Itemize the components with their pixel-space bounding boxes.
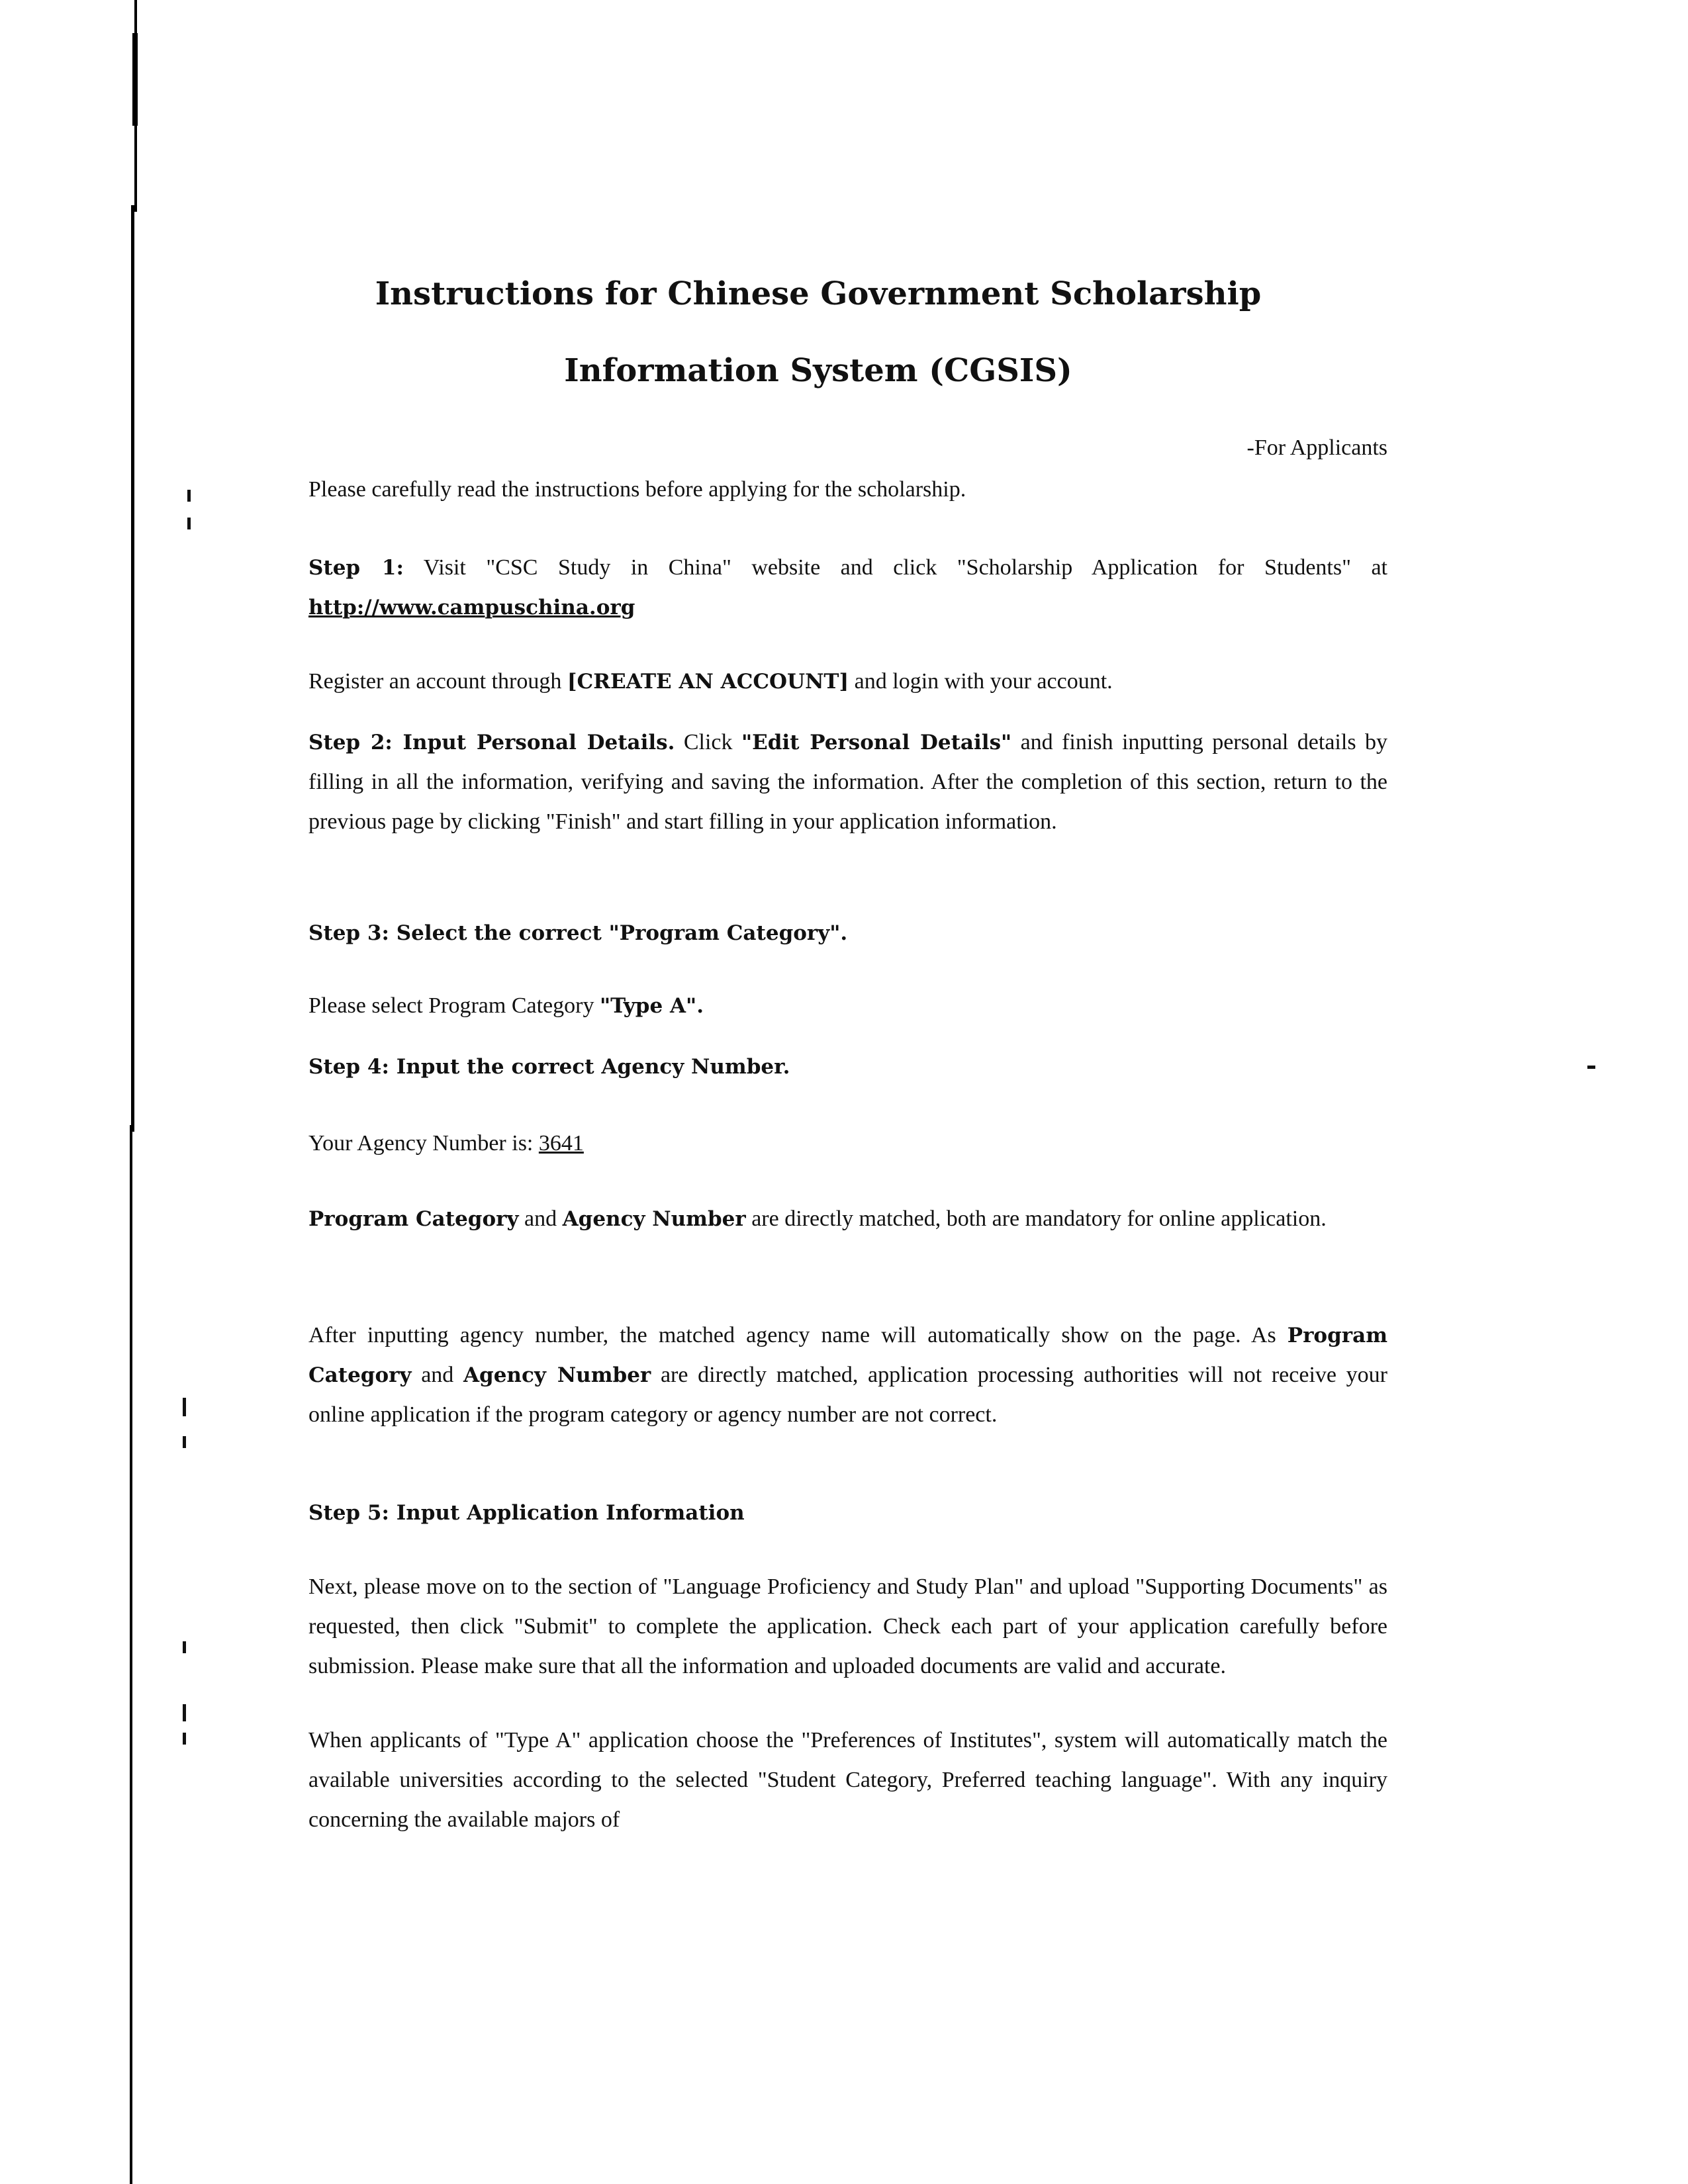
scan-edge-line: [130, 1125, 132, 2184]
step4-text: [308, 1124, 1387, 1163]
step4-heading: [308, 1047, 1387, 1087]
scan-mark: [183, 1733, 186, 1745]
match-note-paragraph: [308, 1199, 1387, 1239]
scan-mark: [183, 1436, 186, 1448]
step1-text: Visit "CSC Study in China" website and click "Scholarship Application for Students" at: [403, 555, 1387, 580]
step3-text-pre: Please select Program Category: [308, 993, 600, 1018]
step2-text: Click: [675, 730, 741, 754]
scan-edge-line: [131, 205, 134, 1132]
scan-edge-line: [132, 33, 138, 126]
after-input-paragraph: [308, 1316, 1387, 1435]
step5-label: Step 5: Input Application Information: [308, 1501, 745, 1525]
step3-text: [308, 986, 1387, 1026]
step5-paragraph2: When applicants of "Type A" application choose the "Preferences of Institutes", system will automatically match the available universities according to the selected "Student Category, Preferred teaching language". With any inquiry concerning the available majors of: [308, 1728, 1387, 1832]
agency-number-label: Your Agency Number is:: [308, 1131, 539, 1156]
edit-personal-details-label: "Edit Personal Details": [741, 731, 1012, 754]
register-text-end: and login with your account.: [849, 669, 1113, 694]
step1-label: Step 1:: [308, 556, 404, 580]
document-subtitle: -For Applicants: [1246, 435, 1387, 460]
intro-text: Please carefully read the instructions before applying for the scholarship.: [308, 477, 966, 502]
create-account-label: [CREATE AN ACCOUNT]: [567, 670, 849, 694]
register-paragraph: [308, 662, 1387, 702]
campuschina-link[interactable]: http://www.campuschina.org: [308, 596, 635, 619]
document-title-line1: Instructions for Chinese Government Scholarship: [375, 275, 1262, 312]
scan-mark: [183, 1398, 186, 1416]
type-a-label: "Type A".: [599, 994, 704, 1018]
match-note-and: and: [518, 1206, 563, 1231]
match-note-text: are directly matched, both are mandatory for online application.: [745, 1206, 1327, 1231]
program-category-label: Program Category: [308, 1207, 519, 1231]
register-text: Register an account through: [308, 669, 567, 694]
scan-mark: [183, 1704, 186, 1721]
agency-number-value: 3641: [538, 1131, 584, 1156]
step2-paragraph: [308, 723, 1387, 842]
document-title-line2: Information System (CGSIS): [564, 352, 1072, 389]
scan-mark: [187, 518, 191, 529]
after-input-and: and: [411, 1363, 463, 1387]
step5-heading: [308, 1493, 1387, 1533]
program-category-label: Program Category: [308, 1324, 1387, 1387]
agency-number-bold: Agency Number: [463, 1363, 651, 1387]
scan-mark: [1587, 1066, 1595, 1069]
step2-text-end: and finish inputting personal details by filling in all the information, verifying and saving the information. After the completion of this section, return to the previous page by clicking "Finish" and start filling in your application information.: [308, 730, 1387, 834]
step3-label: Step 3: Select the correct "Program Category".: [308, 921, 848, 945]
agency-number-bold: Agency Number: [562, 1207, 746, 1231]
scan-mark: [183, 1641, 186, 1653]
step1-paragraph: [308, 548, 1387, 627]
after-input-text: After inputting agency number, the matched agency name will automatically show on the page. As: [308, 1323, 1288, 1347]
after-input-text-end: are directly matched, application processing authorities will not receive your online application if the program category or agency number are not correct.: [308, 1363, 1388, 1427]
step3-heading: [308, 913, 1387, 953]
step5-paragraph1: Next, please move on to the section of "Language Proficiency and Study Plan" and upload "Supporting Documents" as requested, then click "Submit" to complete the application. Check each part of your application carefully before submission. Please make sure that all the information and uploaded documents are valid and accurate.: [308, 1574, 1387, 1678]
scan-mark: [187, 490, 191, 502]
step2-label: Step 2: Input Personal Details.: [308, 731, 675, 754]
step4-label: Step 4: Input the correct Agency Number.: [308, 1055, 790, 1079]
